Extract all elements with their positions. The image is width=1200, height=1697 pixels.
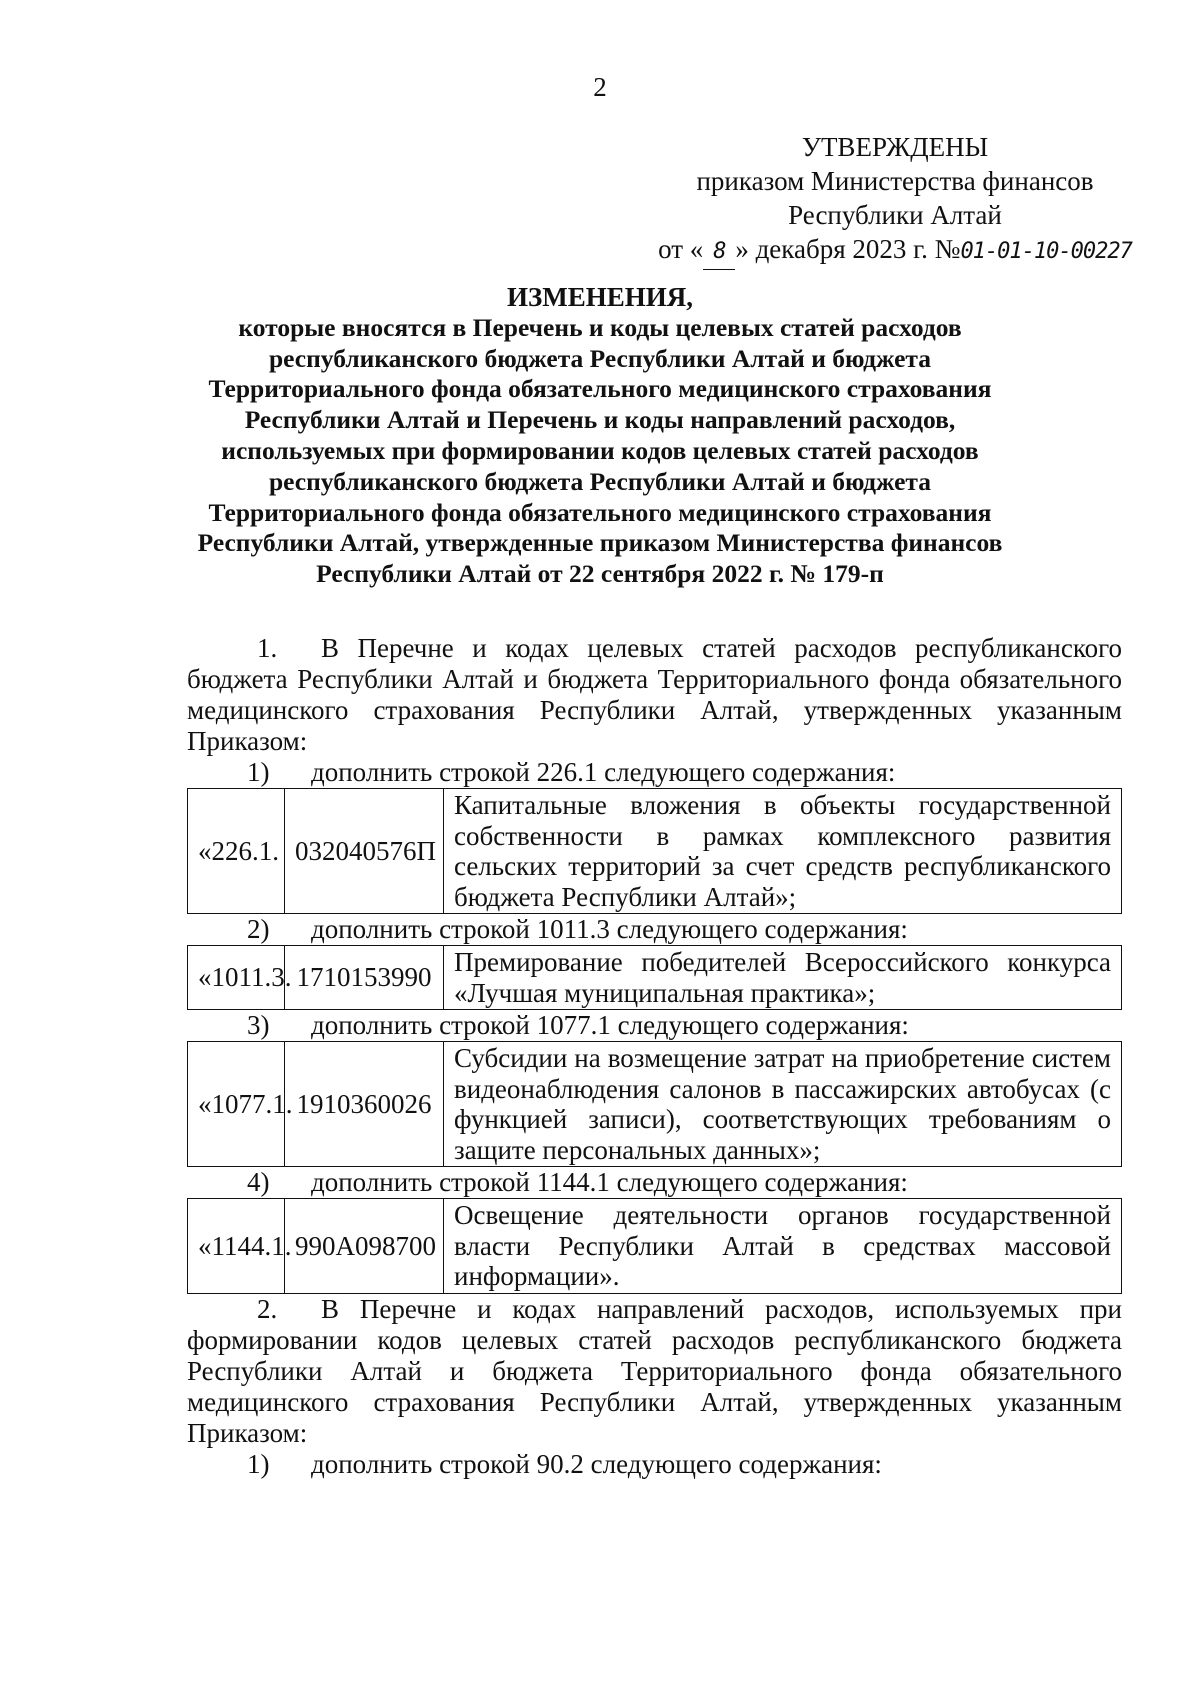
item-line	[187, 914, 1122, 945]
amendment-table	[187, 788, 1122, 914]
section-number: 1.	[257, 633, 278, 663]
approval-line-2: приказом Министерства финансов	[696, 166, 1094, 196]
row-code-cell: 1910360026	[285, 1042, 444, 1167]
handwritten-day: 8	[703, 235, 735, 270]
document-heading	[150, 282, 1050, 590]
row-code-cell: 1710153990	[285, 946, 444, 1010]
item-text: дополнить строкой 1011.3 следующего содержания:	[311, 914, 908, 944]
row-description-cell: Премирование победителей Всероссийского конкурса «Лучшая муниципальная практика»;	[444, 946, 1122, 1010]
heading-line: Республики Алтай и Перечень и коды направлений расходов,	[244, 405, 956, 435]
row-description-cell: Освещение деятельности органов государственной власти Республики Алтай в средствах массовой информации».	[444, 1199, 1122, 1294]
row-description-cell: Субсидии на возмещение затрат на приобретение систем видеонаблюдения салонов в пассажирских автобусах (с функцией записи), соответствующих требованиям о защите персональных данных»;	[444, 1042, 1122, 1167]
row-number-cell: «1077.1.	[188, 1042, 285, 1167]
item-line	[187, 1449, 1122, 1480]
document-body	[187, 633, 1122, 1480]
heading-title: ИЗМЕНЕНИЯ,	[506, 282, 693, 312]
row-code-cell: 032040576П	[285, 789, 444, 914]
row-number-cell: «226.1.	[188, 789, 285, 914]
amendment-table	[187, 1041, 1122, 1167]
section-2-paragraph	[187, 1294, 1122, 1449]
approval-date-line	[600, 232, 1190, 270]
heading-line: Территориального фонда обязательного медицинского страхования	[208, 374, 992, 404]
approval-line-3: Республики Алтай	[788, 200, 1002, 230]
table-row	[188, 1042, 1122, 1167]
approval-title: УТВЕРЖДЕНЫ	[801, 132, 989, 162]
item-line	[187, 757, 1122, 788]
heading-line: Республики Алтай, утвержденные приказом Министерства финансов	[197, 528, 1003, 558]
approval-block	[600, 130, 1190, 270]
item-number: 3)	[247, 1010, 270, 1040]
section-text: В Перечне и кодах целевых статей расходов республиканского бюджета Республики Алтай и бюджета Территориального фонда обязательного медицинского страхования Республики Алтай, утвержденных указанным Приказом:	[187, 633, 1122, 756]
heading-line: Республики Алтай от 22 сентября 2022 г. № 179-п	[316, 559, 884, 589]
row-code-cell: 990А098700	[285, 1199, 444, 1294]
row-description-cell: Капитальные вложения в объекты государственной собственности в рамках комплексного развития сельских территорий за счет средств республиканского бюджета Республики Алтай»;	[444, 789, 1122, 914]
page-number: 2	[593, 72, 607, 102]
item-number: 1)	[247, 757, 270, 787]
item-text: дополнить строкой 1077.1 следующего содержания:	[311, 1010, 909, 1040]
heading-line: республиканского бюджета Республики Алтай и бюджета	[268, 466, 932, 496]
handwritten-order-number: 01-01-10-00227	[960, 239, 1132, 264]
amendment-table	[187, 945, 1122, 1010]
item-text: дополнить строкой 90.2 следующего содержания:	[311, 1448, 882, 1479]
table-row	[188, 946, 1122, 1010]
heading-line: которые вносятся в Перечень и коды целевых статей расходов	[238, 312, 962, 342]
table-row	[188, 789, 1122, 914]
table-row	[188, 1199, 1122, 1294]
item-line	[187, 1167, 1122, 1198]
date-suffix: » декабря 2023 г. №	[735, 234, 961, 264]
heading-line: республиканского бюджета Республики Алтай и бюджета	[268, 343, 932, 373]
section-number: 2.	[257, 1293, 278, 1324]
item-text: дополнить строкой 226.1 следующего содержания:	[311, 757, 896, 787]
row-number-cell: «1011.3.	[188, 946, 285, 1010]
item-line	[187, 1010, 1122, 1041]
heading-line: используемых при формировании кодов целевых статей расходов	[221, 435, 979, 465]
heading-line: Территориального фонда обязательного медицинского страхования	[208, 497, 992, 527]
section-text: В Перечне и кодах направлений расходов, используемых при формировании кодов целевых статей расходов республиканского бюджета Республики Алтай и бюджета Территориального фонда обязательного медицинского страхования Республики Алтай, утвержденных указанным Приказом:	[187, 1293, 1122, 1448]
date-prefix: от «	[658, 234, 704, 264]
row-number-cell: «1144.1.	[188, 1199, 285, 1294]
item-number: 2)	[247, 914, 270, 944]
item-number: 4)	[247, 1167, 270, 1197]
section-1-paragraph	[187, 633, 1122, 757]
item-text: дополнить строкой 1144.1 следующего содержания:	[311, 1167, 908, 1197]
item-number: 1)	[247, 1448, 270, 1479]
amendment-table	[187, 1198, 1122, 1294]
